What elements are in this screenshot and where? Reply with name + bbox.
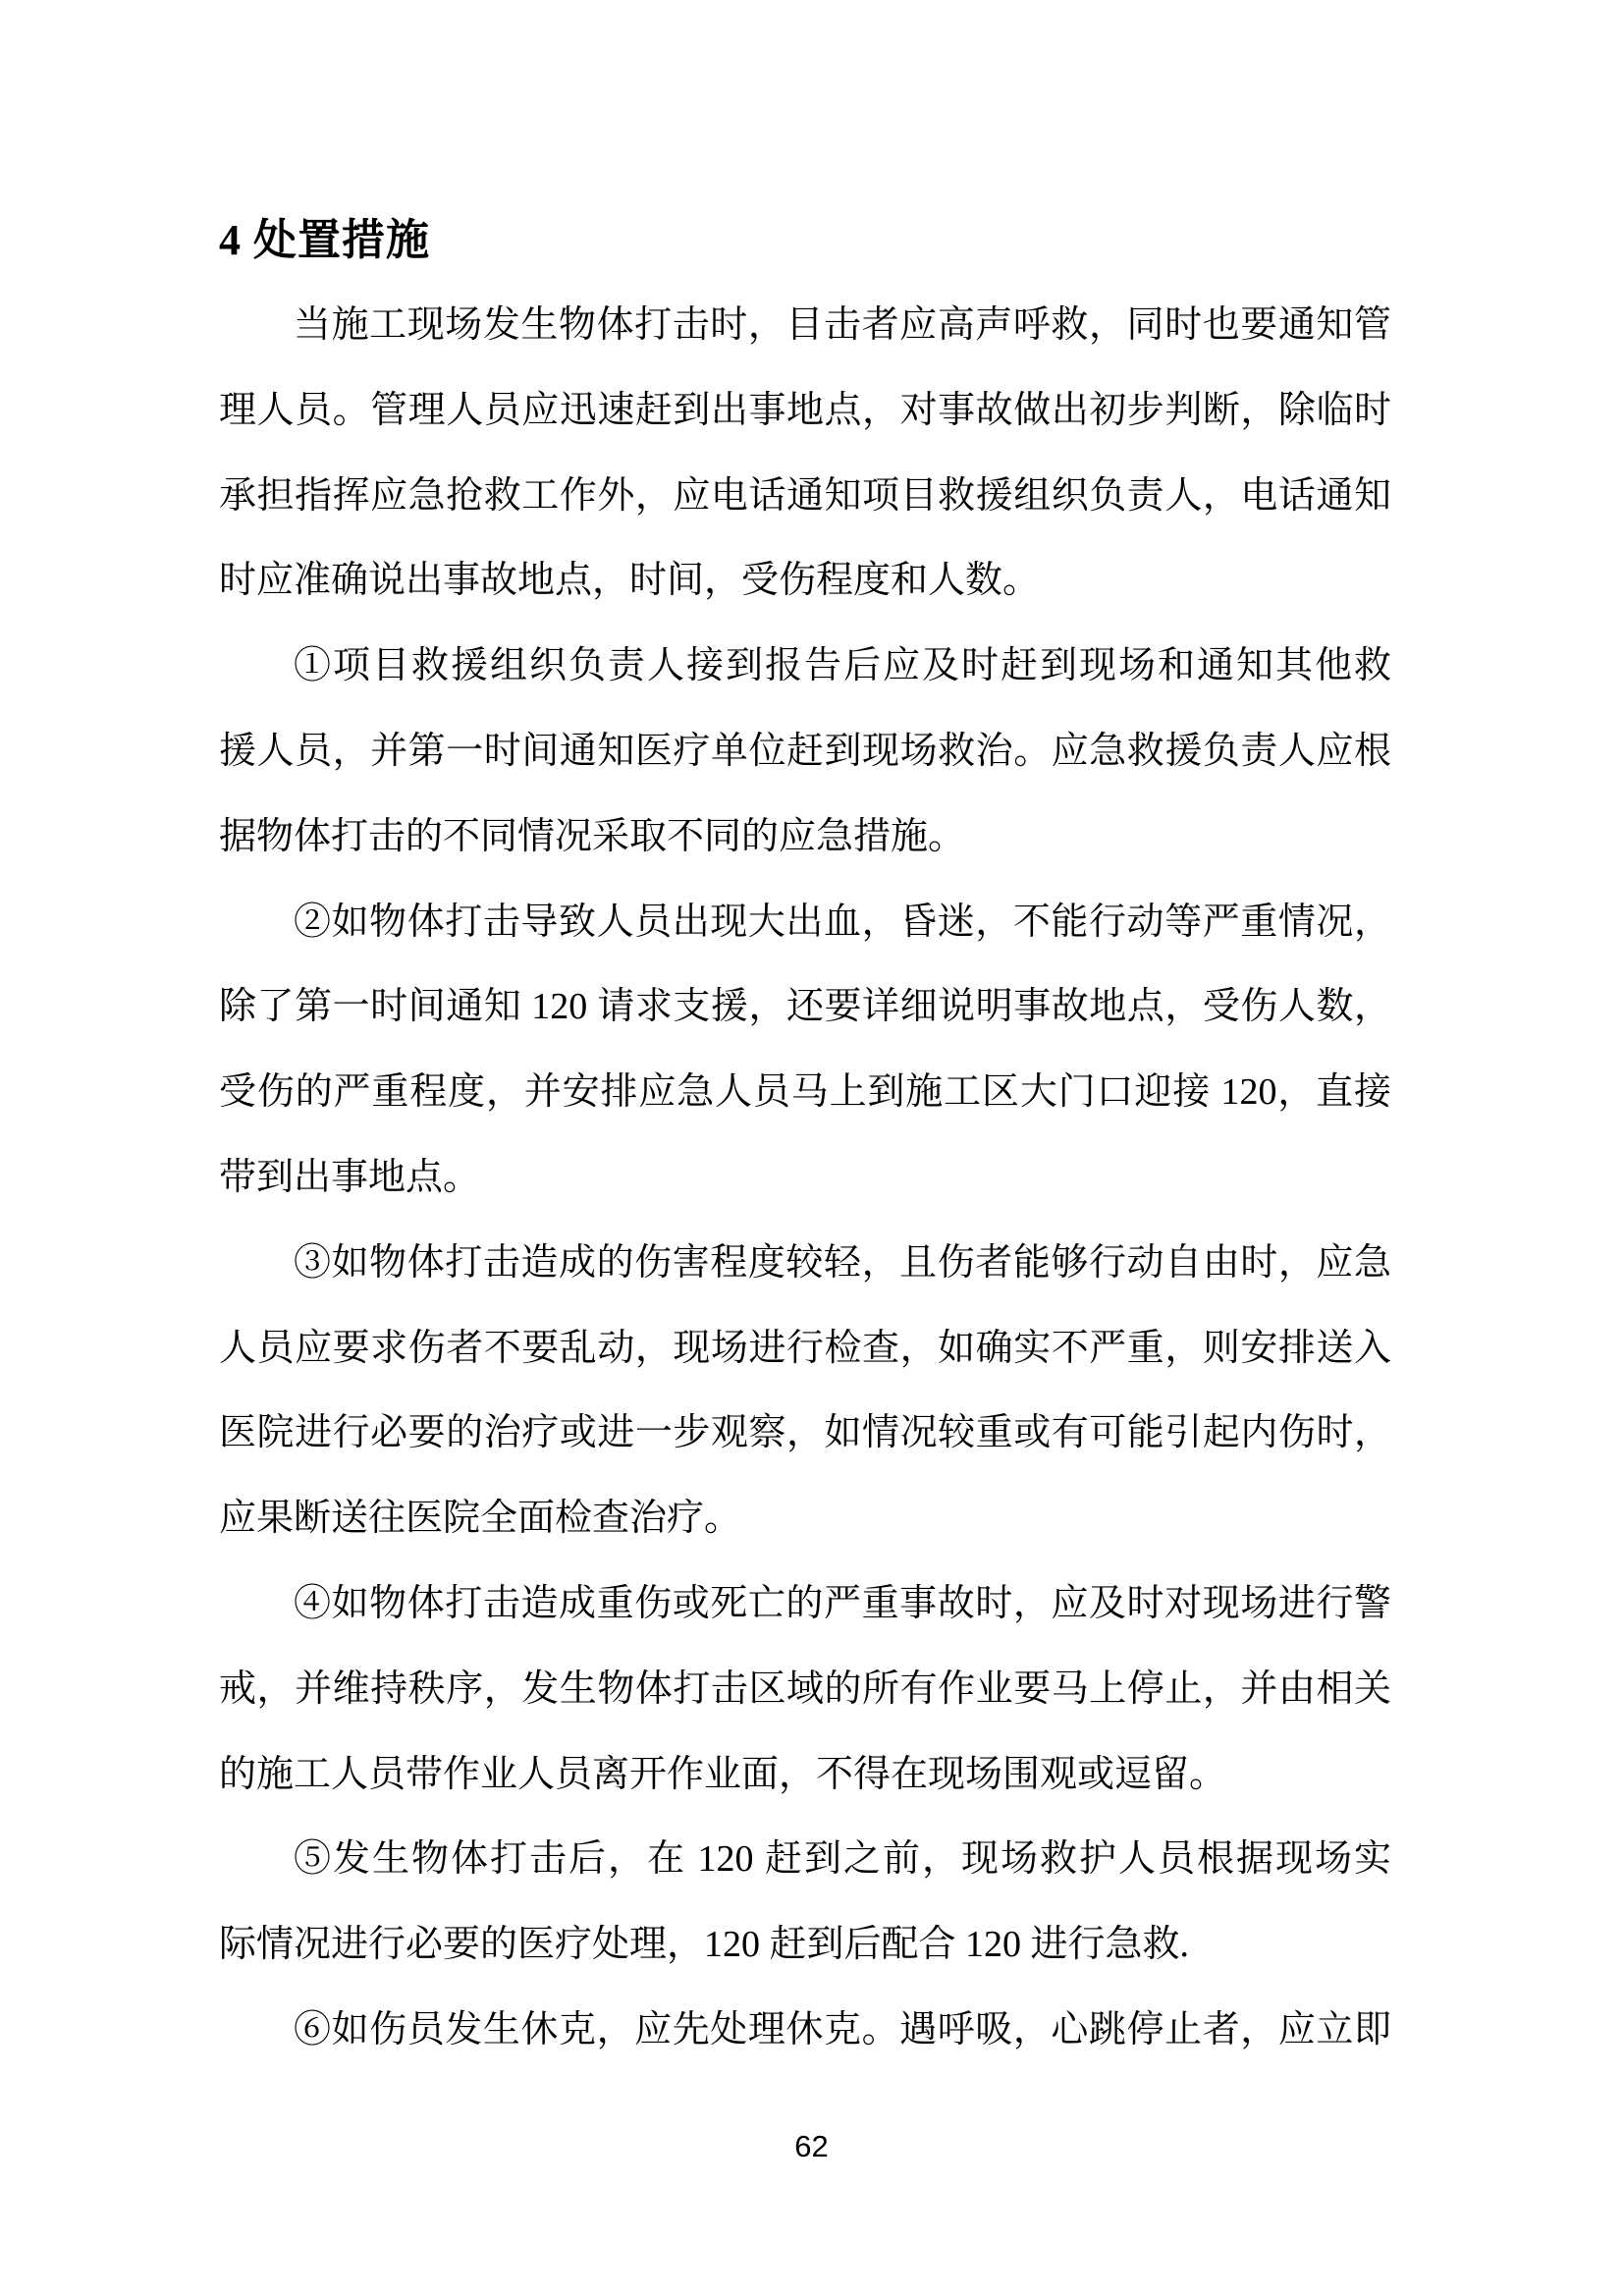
text-line: 当施工现场发生物体打击时，目击者应高声呼救，同时也要通知管	[294, 304, 1391, 346]
text-line: ③如物体打击造成的伤害程度较轻，且伤者能够行动自由时，应急	[294, 1241, 1391, 1284]
page-number: 62	[794, 2129, 829, 2163]
text-line: 受伤的严重程度，并安排应急人员马上到施工区大门口迎接 120，直接	[219, 1071, 1391, 1114]
text-line: 的施工人员带作业人员离开作业面，不得在现场围观或逗留。	[219, 1753, 1227, 1795]
paragraph	[219, 1221, 1391, 1561]
text-line: ①项目救援组织负责人接到报告后应及时赶到现场和通知其他救	[294, 645, 1391, 687]
paragraph	[219, 880, 1391, 1221]
text-line: 承担指挥应急抢救工作外，应电话通知项目救援组织负责人，电话通知	[219, 474, 1391, 517]
text-line: 援人员，并第一时间通知医疗单位赶到现场救治。应急救援负责人应根	[219, 730, 1391, 772]
document-content	[219, 197, 1391, 2073]
text-line: 时应准确说出事故地点，时间，受伤程度和人数。	[219, 560, 1041, 602]
text-line: ④如物体打击造成重伤或死亡的严重事故时，应及时对现场进行警	[294, 1582, 1391, 1624]
paragraph	[219, 1561, 1391, 1817]
text-line: ②如物体打击导致人员出现大出血，昏迷，不能行动等严重情况，	[294, 901, 1391, 943]
text-line: 际情况进行必要的医疗处理，120 赶到后配合 120 进行急救.	[219, 1924, 1190, 1966]
text-line: 除了第一时间通知 120 请求支援，还要详细说明事故地点，受伤人数，	[219, 986, 1391, 1028]
text-line: 医院进行必要的治疗或进一步观察，如情况较重或有可能引起内伤时，	[219, 1412, 1391, 1454]
text-line: ⑤发生物体打击后，在 120 赶到之前，现场救护人员根据现场实	[294, 1838, 1391, 1881]
text-line: 人员应要求伤者不要乱动，现场进行检查，如确实不严重，则安排送入	[219, 1327, 1391, 1369]
text-line: 据物体打击的不同情况采取不同的应急措施。	[219, 815, 966, 857]
paragraph	[219, 283, 1391, 624]
text-line: ⑥如伤员发生休克，应先处理休克。遇呼吸，心跳停止者，应立即	[294, 2008, 1391, 2050]
document-body	[219, 283, 1391, 2073]
text-line: 戒，并维持秩序，发生物体打击区域的所有作业要马上停止，并由相关	[219, 1667, 1391, 1710]
section-heading: 4 处置措施	[219, 216, 430, 264]
paragraph	[219, 624, 1391, 879]
text-line: 应果断送往医院全面检查治疗。	[219, 1498, 742, 1540]
paragraph	[219, 1817, 1391, 1988]
text-line: 带到出事地点。	[219, 1156, 481, 1198]
paragraph	[219, 1988, 1391, 2073]
text-line: 理人员。管理人员应迅速赶到出事地点，对事故做出初步判断，除临时	[219, 389, 1391, 431]
